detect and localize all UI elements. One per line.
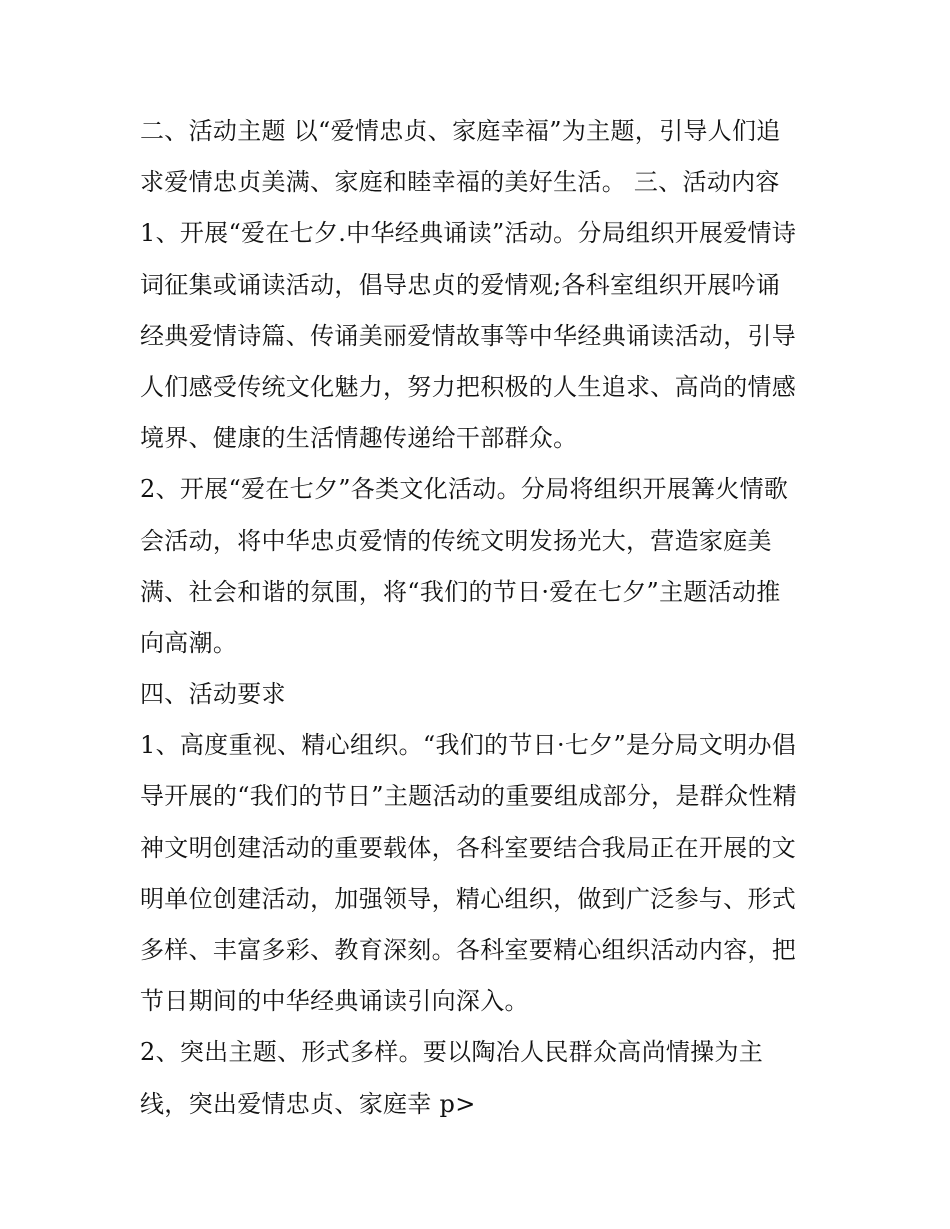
text-line: 1、高度重视、精心组织。“我们的节日·七夕”是分局文明办倡 bbox=[140, 731, 797, 760]
text-line: 词征集或诵读活动，倡导忠贞的爱情观;各科室组织开展吟诵 bbox=[140, 270, 781, 299]
document-body bbox=[140, 106, 820, 1130]
text-line: 向高潮。 bbox=[140, 628, 238, 657]
text-line: 满、社会和谐的氛围，将“我们的节日·爱在七夕”主题活动推 bbox=[140, 577, 781, 606]
text-line: 2、开展“爱在七夕”各类文化活动。分局将组织开展篝火情歌 bbox=[140, 475, 789, 504]
text-line: 2、突出主题、形式多样。要以陶冶人民群众高尚情操为主 bbox=[140, 1038, 764, 1067]
text-line: 明单位创建活动，加强领导，精心组织，做到广泛参与、形式 bbox=[140, 884, 797, 913]
text-line: 1、开展“爱在七夕.中华经典诵读”活动。分局组织开展爱情诗 bbox=[140, 219, 797, 248]
section-heading: 四、活动要求 bbox=[140, 680, 286, 709]
text-line: 节日期间的中华经典诵读引向深入。 bbox=[140, 987, 529, 1016]
text-line: 人们感受传统文化魅力，努力把积极的人生追求、高尚的情感 bbox=[140, 372, 797, 401]
text-line: 会活动，将中华忠贞爱情的传统文明发扬光大，营造家庭美 bbox=[140, 526, 772, 555]
text-line: 导开展的“我们的节日”主题活动的重要组成部分，是群众性精 bbox=[140, 782, 797, 811]
text-line: 二、活动主题 以“爱情忠贞、家庭幸福”为主题，引导人们追 bbox=[140, 117, 781, 145]
text-line: 多样、丰富多彩、教育深刻。各科室要精心组织活动内容，把 bbox=[140, 936, 797, 964]
text-line: 求爱情忠贞美满、家庭和睦幸福的美好生活。 三、活动内容 bbox=[140, 168, 780, 197]
text-line: 线，突出爱情忠贞、家庭幸 p> bbox=[140, 1089, 476, 1118]
text-line: 神文明创建活动的重要载体，各科室要结合我局正在开展的文 bbox=[140, 833, 797, 862]
text-line: 境界、健康的生活情趣传递给干部群众。 bbox=[140, 424, 578, 453]
text-line: 经典爱情诗篇、传诵美丽爱情故事等中华经典诵读活动，引导 bbox=[140, 321, 797, 350]
